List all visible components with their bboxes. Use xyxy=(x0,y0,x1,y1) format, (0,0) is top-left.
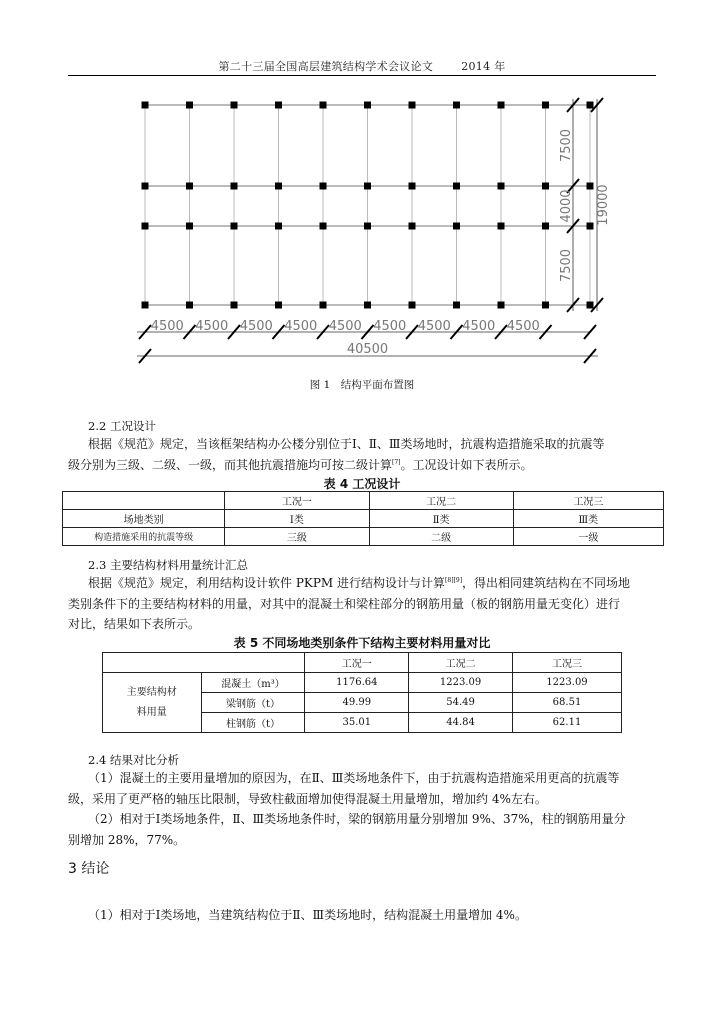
text-span: 级分别为三级、二级、一级，而其他抗震措施均可按二级计算 xyxy=(68,457,393,472)
table-header-row xyxy=(63,492,664,510)
column-marker xyxy=(231,223,238,230)
column-marker xyxy=(453,183,460,190)
column-marker xyxy=(453,302,460,309)
table-cell: Ⅱ类 xyxy=(369,510,513,528)
dimension-label: 4000 xyxy=(559,189,574,223)
table-row xyxy=(103,673,622,693)
header-year: 2014 年 xyxy=(461,60,506,73)
dimension-label: 4500 xyxy=(417,319,451,334)
column-marker xyxy=(542,102,549,109)
table-cell xyxy=(103,653,305,673)
column-marker xyxy=(364,102,371,109)
column-marker xyxy=(275,302,282,309)
text-span: ，得出相同建筑结构在不同场地 xyxy=(462,576,631,590)
column-marker xyxy=(231,183,238,190)
column-marker xyxy=(498,183,505,190)
column-marker xyxy=(587,183,594,190)
group-label-line: 主要结构材 xyxy=(126,686,177,698)
table-cell: 三级 xyxy=(225,528,369,546)
table-cell: 柱钢筋（t） xyxy=(201,713,305,733)
table-cell: 工况三 xyxy=(513,492,663,510)
dimension-total-label: 19000 xyxy=(596,184,611,226)
running-header xyxy=(0,58,724,74)
text-line: 根据《规范》规定，当该框架结构办公楼分别位于Ⅰ、Ⅱ、Ⅲ类场地时，抗震构造措施采取的抗震等 xyxy=(88,437,605,451)
column-marker xyxy=(186,302,193,309)
table-5 xyxy=(102,652,622,733)
table-row xyxy=(63,528,664,546)
text-line: （2）相对于Ⅰ类场地条件，Ⅱ、Ⅲ类场地条件时，梁的钢筋用量分别增加 9%、37%，柱的钢筋用量分 xyxy=(88,812,626,826)
dimension-total-label: 40500 xyxy=(346,342,389,357)
chapter-3-heading: 3 结论 xyxy=(68,861,110,877)
table-cell: 场地类别 xyxy=(63,510,225,528)
column-marker xyxy=(320,302,327,309)
figure-caption: 图 1 结构平面布置图 xyxy=(309,379,415,391)
column-marker xyxy=(409,223,416,230)
table-cell: 1223.09 xyxy=(513,673,622,693)
table-cell: 35.01 xyxy=(305,713,409,733)
text-line: 类别条件下的主要结构材料的用量，对其中的混凝土和梁柱部分的钢筋用量（板的钢筋用量无变化）进行 xyxy=(68,596,621,611)
structural-plan-figure xyxy=(120,92,620,374)
column-marker xyxy=(364,302,371,309)
text-span: 。工况设计如下表所示。 xyxy=(400,457,533,472)
table-cell: 一级 xyxy=(513,528,663,546)
table-cell: 构造措施采用的抗震等级 xyxy=(63,528,225,546)
column-marker xyxy=(231,102,238,109)
column-marker xyxy=(320,183,327,190)
column-marker xyxy=(320,102,327,109)
plan-grid xyxy=(145,105,590,305)
conclusion-paragraph: （1）相对于Ⅰ类场地，当建筑结构位于Ⅱ、Ⅲ类场地时，结构混凝土用量增加 4%。 xyxy=(88,908,527,922)
text-line: 级，采用了更严格的轴压比限制，导致柱截面增加使得混凝土用量增加，增加约 4%左右。 xyxy=(68,791,547,806)
column-marker xyxy=(186,102,193,109)
table-cell: 二级 xyxy=(369,528,513,546)
table-cell: 工况一 xyxy=(305,653,409,673)
table-row xyxy=(63,510,664,528)
column-marker xyxy=(142,183,149,190)
column-marker xyxy=(587,102,594,109)
column-marker xyxy=(409,183,416,190)
table-5-caption: 表 5 不同场地类别条件下结构主要材料用量对比 xyxy=(233,636,491,650)
header-rule xyxy=(68,75,656,76)
column-marker xyxy=(186,223,193,230)
table-group-cell xyxy=(103,673,202,733)
column-marker xyxy=(275,183,282,190)
column-marker xyxy=(498,223,505,230)
column-marker xyxy=(142,302,149,309)
column-marker xyxy=(142,102,149,109)
dimension-label: 4500 xyxy=(195,319,229,334)
table-cell: 工况三 xyxy=(513,653,622,673)
column-marker xyxy=(409,102,416,109)
column-marker xyxy=(498,102,505,109)
column-marker xyxy=(453,223,460,230)
table-cell: 62.11 xyxy=(513,713,622,733)
dimension-label: 7500 xyxy=(559,128,574,163)
dimension-label: 4500 xyxy=(150,319,184,334)
column-marker xyxy=(498,302,505,309)
table-header-row xyxy=(103,653,622,673)
column-marker xyxy=(142,223,149,230)
dimension-label: 7500 xyxy=(559,248,574,283)
column-marker xyxy=(364,223,371,230)
dimension-label: 4500 xyxy=(328,319,362,334)
plan-dimension-labels xyxy=(151,129,611,357)
table-cell: 工况二 xyxy=(369,492,513,510)
table-cell: 1223.09 xyxy=(409,673,513,693)
column-marker xyxy=(542,302,549,309)
dimension-label: 4500 xyxy=(373,319,407,334)
section-2-2-heading: 2.2 工况设计 xyxy=(88,419,156,433)
section-2-3-paragraph xyxy=(68,573,668,635)
text-line: 别增加 28%，77%。 xyxy=(68,832,186,847)
column-marker xyxy=(542,223,549,230)
column-marker xyxy=(275,102,282,109)
table-cell: 54.49 xyxy=(409,693,513,713)
table-cell: 44.84 xyxy=(409,713,513,733)
table-cell: 1176.64 xyxy=(305,673,409,693)
table-4-caption: 表 4 工况设计 xyxy=(323,477,401,491)
table-cell: Ⅲ类 xyxy=(513,510,663,528)
table-cell: 梁钢筋（t） xyxy=(201,693,305,713)
column-marker xyxy=(231,302,238,309)
column-marker xyxy=(364,183,371,190)
column-marker xyxy=(275,223,282,230)
header-title: 第二十三届全国高层建筑结构学术会议论文 xyxy=(218,60,434,73)
table-4 xyxy=(62,491,664,546)
dimension-label: 4500 xyxy=(506,319,540,334)
text-line xyxy=(68,573,668,594)
citation: [7] xyxy=(392,458,401,466)
group-label-line: 料用量 xyxy=(136,706,167,718)
text-line: 对比，结果如下表所示。 xyxy=(68,617,201,631)
table-cell: 49.99 xyxy=(305,693,409,713)
table-cell xyxy=(63,492,225,510)
section-2-3-heading: 2.3 主要结构材料用量统计汇总 xyxy=(88,558,248,572)
table-cell: 工况一 xyxy=(225,492,369,510)
text-line: （1）混凝土的主要用量增加的原因为，在Ⅱ、Ⅲ类场地条件下，由于抗震构造措施采用更高的抗震等 xyxy=(88,771,620,785)
column-marker xyxy=(320,223,327,230)
table-cell: 混凝土（m³） xyxy=(201,673,305,693)
dimension-label: 4500 xyxy=(239,319,273,334)
column-marker xyxy=(453,102,460,109)
text-line xyxy=(68,455,668,476)
dimension-label: 4500 xyxy=(462,319,496,334)
column-marker xyxy=(186,183,193,190)
citation: [8][9] xyxy=(445,577,463,584)
text-span: 根据《规范》规定，利用结构设计软件 PKPM 进行结构设计与计算 xyxy=(88,576,446,590)
column-marker xyxy=(587,302,594,309)
section-2-2-paragraph xyxy=(68,434,668,475)
table-cell: Ⅰ类 xyxy=(225,510,369,528)
table-cell: 68.51 xyxy=(513,693,622,713)
column-marker xyxy=(587,223,594,230)
dimension-label: 4500 xyxy=(284,319,318,334)
section-2-4-heading: 2.4 结果对比分析 xyxy=(88,753,179,767)
table-cell: 工况二 xyxy=(409,653,513,673)
column-marker xyxy=(409,302,416,309)
column-marker xyxy=(542,183,549,190)
section-2-4-paragraph xyxy=(68,768,668,850)
